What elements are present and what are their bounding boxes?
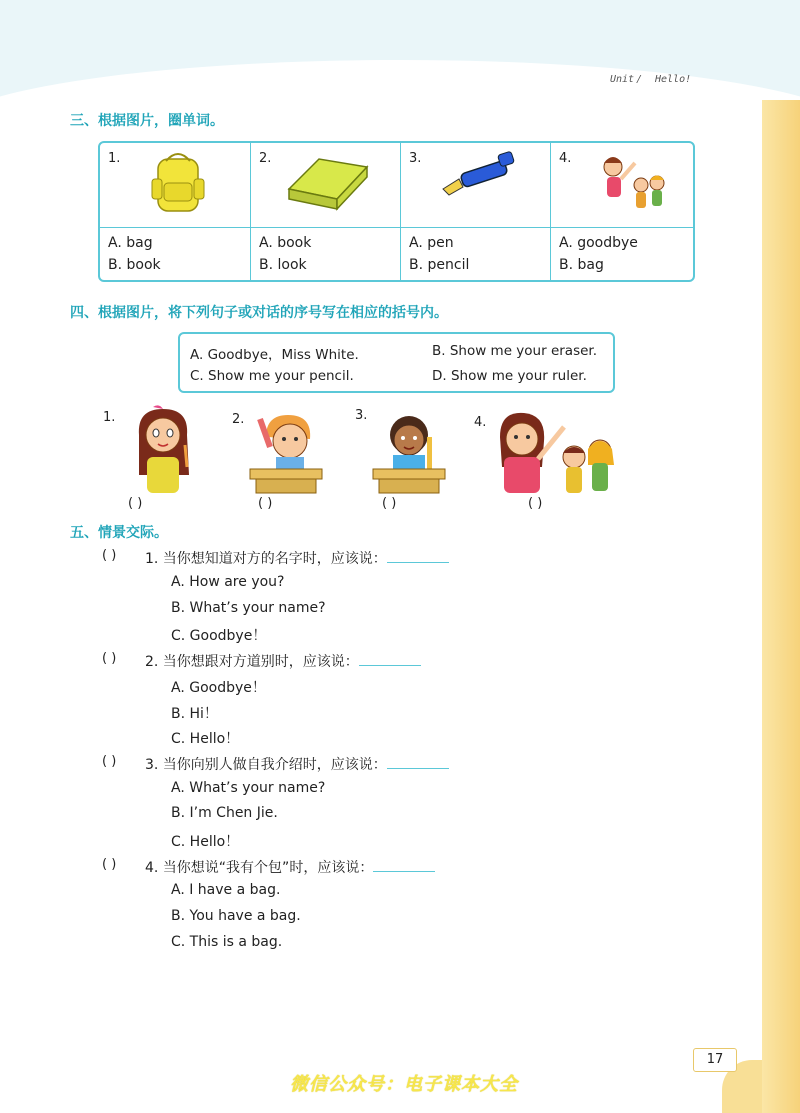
boy-with-ruler-icon <box>369 407 449 495</box>
question-text: 2. 当你想跟对方道别时，应该说： <box>145 654 359 670</box>
pen-icon <box>429 149 521 215</box>
q2-option-b: B. Hi！ <box>171 706 218 722</box>
question-text: 1. 当你想知道对方的名字时，应该说： <box>145 551 387 567</box>
sentence-option-b: B. Show me your eraser. <box>432 343 598 359</box>
q3-option-b: B. I’m Chen Jie. <box>171 805 278 821</box>
q3-option-a: A. What’s your name? <box>171 780 326 796</box>
running-header-separator: / <box>637 74 641 85</box>
section-4-title: 四、根据图片，将下列句子或对话的序号写在相应的括号内。 <box>70 305 448 321</box>
answer-blank[interactable] <box>387 548 449 563</box>
running-header-unit: Unit <box>610 74 635 85</box>
running-header-title: Hello! <box>655 74 692 85</box>
picture-1 <box>100 405 210 495</box>
q3-option-c: C. Hello！ <box>171 834 240 850</box>
word-choice-cell-4 <box>550 143 700 280</box>
sentence-option-d: D. Show me your ruler. <box>432 368 587 384</box>
item-number: 1. <box>108 151 121 166</box>
answer-paren-q2[interactable]: ( ) <box>102 651 117 666</box>
q4-option-b: B. You have a bag. <box>171 908 301 924</box>
answer-blank[interactable] <box>387 754 449 769</box>
picture-3 <box>353 405 453 495</box>
waving-friends-icon <box>579 149 671 215</box>
answer-paren-q4[interactable]: ( ) <box>102 857 117 872</box>
option-b[interactable]: B. book <box>108 257 161 273</box>
picture-number: 1. <box>103 410 116 425</box>
question-4 <box>145 857 435 877</box>
sentence-option-c: C. Show me your pencil. <box>190 368 354 384</box>
page-edge <box>762 100 800 1113</box>
picture-4 <box>472 405 622 495</box>
item-number: 4. <box>559 151 572 166</box>
backpack-icon <box>128 149 220 215</box>
answer-paren-3[interactable]: ( ) <box>382 496 397 511</box>
q2-option-c: C. Hello！ <box>171 731 240 747</box>
answer-paren-1[interactable]: ( ) <box>128 496 143 511</box>
item-number: 3. <box>409 151 422 166</box>
option-a[interactable]: A. goodbye <box>559 235 638 251</box>
page-number: 17 <box>693 1048 737 1072</box>
question-text: 4. 当你想说“我有个包”时，应该说： <box>145 860 374 876</box>
answer-paren-4[interactable]: ( ) <box>528 496 543 511</box>
picture-number: 2. <box>232 412 245 427</box>
watermark: 微信公众号：电子课本大全 <box>290 1074 518 1095</box>
sentence-options-box <box>178 332 615 393</box>
question-text: 3. 当你向别人做自我介绍时，应该说： <box>145 757 387 773</box>
option-b[interactable]: B. look <box>259 257 307 273</box>
word-choice-cell-1 <box>100 143 250 280</box>
picture-2 <box>230 405 330 495</box>
answer-blank[interactable] <box>373 857 435 872</box>
word-choice-cell-2 <box>250 143 400 280</box>
section-3-grid <box>98 141 695 282</box>
sentence-option-a: A. Goodbye，Miss White. <box>190 347 359 363</box>
goodbye-teacher-icon <box>490 407 620 495</box>
boy-at-desk-icon <box>246 407 326 495</box>
option-a[interactable]: A. pen <box>409 235 454 251</box>
picture-number: 4. <box>474 415 487 430</box>
q4-option-a: A. I have a bag. <box>171 882 281 898</box>
option-b[interactable]: B. bag <box>559 257 604 273</box>
book-icon <box>279 149 371 215</box>
answer-paren-2[interactable]: ( ) <box>258 496 273 511</box>
option-a[interactable]: A. book <box>259 235 312 251</box>
item-number: 2. <box>259 151 272 166</box>
option-b[interactable]: B. pencil <box>409 257 470 273</box>
question-3 <box>145 754 449 774</box>
answer-paren-q1[interactable]: ( ) <box>102 548 117 563</box>
q4-option-c: C. This is a bag. <box>171 934 283 950</box>
answer-paren-q3[interactable]: ( ) <box>102 754 117 769</box>
answer-blank[interactable] <box>359 651 421 666</box>
option-a[interactable]: A. bag <box>108 235 153 251</box>
q2-option-a: A. Goodbye！ <box>171 680 266 696</box>
girl-with-pencil-icon <box>125 405 205 495</box>
question-1 <box>145 548 449 568</box>
question-2 <box>145 651 421 671</box>
q1-option-b: B. What’s your name? <box>171 600 326 616</box>
section-5-title: 五、情景交际。 <box>70 525 168 541</box>
q1-option-a: A. How are you? <box>171 574 285 590</box>
picture-number: 3. <box>355 408 368 423</box>
q1-option-c: C. Goodbye！ <box>171 628 267 644</box>
section-3-title: 三、根据图片，圈单词。 <box>70 113 224 129</box>
word-choice-cell-3 <box>400 143 550 280</box>
